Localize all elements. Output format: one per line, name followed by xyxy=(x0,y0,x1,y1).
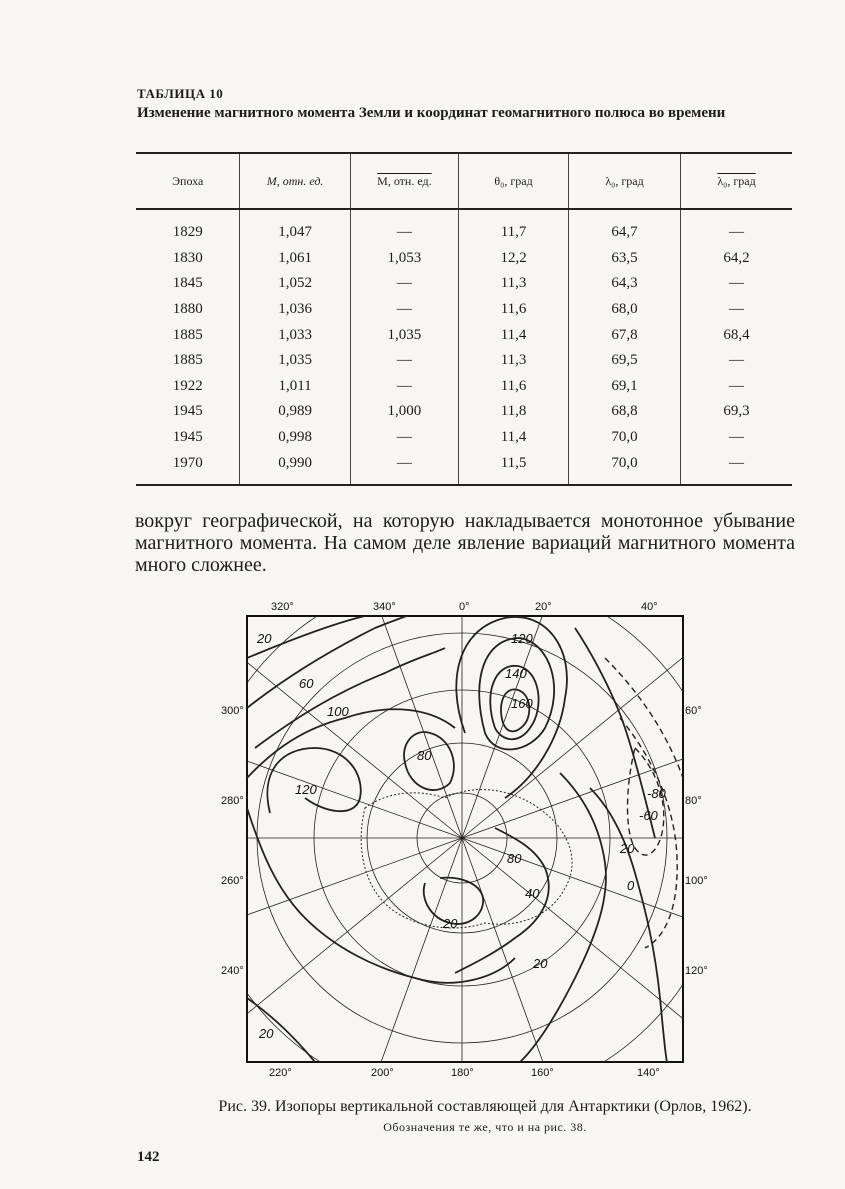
table-row xyxy=(136,374,792,400)
cell-lambda: 70,0 xyxy=(569,450,681,485)
contour-label: 120 xyxy=(295,782,317,797)
cell-theta: 12,2 xyxy=(459,246,569,272)
table-row xyxy=(136,348,792,374)
cell-theta: 11,4 xyxy=(459,425,569,451)
table-row xyxy=(136,297,792,323)
cell-lambda: 67,8 xyxy=(569,322,681,348)
cell-theta: 11,5 xyxy=(459,450,569,485)
contour-label: 60 xyxy=(299,676,314,691)
cell-theta: 11,7 xyxy=(459,209,569,246)
right-label: 100° xyxy=(685,875,708,887)
cell-theta: 11,4 xyxy=(459,322,569,348)
top-label: 320° xyxy=(271,601,294,613)
cell-mean-moment: 1,053 xyxy=(350,246,458,272)
isopore-map xyxy=(215,598,715,1082)
figure-caption: Рис. 39. Изопоры вертикальной составляющей для Антарктики (Орлов, 1962). xyxy=(218,1098,752,1115)
contour-label: 40 xyxy=(525,886,540,901)
contour-label: -80 xyxy=(647,786,666,801)
right-label: 80° xyxy=(685,795,702,807)
table-row xyxy=(136,246,792,272)
header-epoch: Эпоха xyxy=(136,153,240,209)
bottom-label: 220° xyxy=(269,1067,292,1079)
cell-lambda: 69,1 xyxy=(569,374,681,400)
data-table xyxy=(136,152,792,486)
header-mean-lambda: λ₀, град xyxy=(681,153,792,209)
table-row xyxy=(136,322,792,348)
cell-mean-moment: 1,000 xyxy=(350,399,458,425)
contour-label: 80 xyxy=(417,748,432,763)
cell-mean-lambda: — xyxy=(681,450,792,485)
cell-moment: 1,052 xyxy=(240,271,350,297)
cell-lambda: 68,0 xyxy=(569,297,681,323)
contour-label: 20 xyxy=(443,916,458,931)
top-label: 340° xyxy=(373,601,396,613)
top-label: 40° xyxy=(641,601,658,613)
cell-epoch: 1845 xyxy=(172,275,203,292)
cell-epoch: 1945 xyxy=(172,403,203,420)
cell-mean-moment: — xyxy=(350,348,458,374)
header-lambda: λ₀, град xyxy=(569,153,681,209)
cell-mean-lambda: 69,3 xyxy=(681,399,792,425)
cell-mean-moment: — xyxy=(350,209,458,246)
contour-label: -60 xyxy=(639,808,658,823)
top-label: 0° xyxy=(459,601,470,613)
bottom-label: 180° xyxy=(451,1067,474,1079)
cell-moment: 1,036 xyxy=(240,297,350,323)
contour-label: 80 xyxy=(507,851,522,866)
cell-lambda: 68,8 xyxy=(569,399,681,425)
cell-mean-lambda: — xyxy=(681,374,792,400)
cell-mean-moment: — xyxy=(350,271,458,297)
contour-label: 20 xyxy=(620,841,635,856)
left-label: 300° xyxy=(221,705,244,717)
cell-mean-lambda: 64,2 xyxy=(681,246,792,272)
contour-label: 140 xyxy=(505,666,527,681)
isopore-map-figure xyxy=(215,598,715,1082)
cell-moment: 1,011 xyxy=(240,374,350,400)
left-label: 280° xyxy=(221,795,244,807)
body-paragraph: вокруг географической, на которую накладывается монотонное убывание магнитного момента. На самом деле явление вариаций магнитного момента много сложнее. xyxy=(135,510,795,576)
right-label: 60° xyxy=(685,705,702,717)
contour-label: 20 xyxy=(259,1026,274,1041)
cell-mean-lambda: 68,4 xyxy=(681,322,792,348)
cell-theta: 11,3 xyxy=(459,348,569,374)
header-moment: M, отн. ед. xyxy=(240,153,350,209)
cell-theta: 11,6 xyxy=(459,297,569,323)
cell-theta: 11,8 xyxy=(459,399,569,425)
cell-epoch: 1885 xyxy=(172,352,203,369)
cell-moment: 1,047 xyxy=(240,209,350,246)
header-theta: θ₀, град xyxy=(459,153,569,209)
cell-mean-moment: — xyxy=(350,297,458,323)
table-row xyxy=(136,209,792,246)
cell-moment: 1,033 xyxy=(240,322,350,348)
cell-lambda: 64,3 xyxy=(569,271,681,297)
contour-label: 0 xyxy=(627,878,635,893)
cell-theta: 11,3 xyxy=(459,271,569,297)
cell-mean-lambda: — xyxy=(681,348,792,374)
cell-lambda: 63,5 xyxy=(569,246,681,272)
cell-mean-moment: — xyxy=(350,450,458,485)
cell-moment: 1,061 xyxy=(240,246,350,272)
cell-epoch: 1830 xyxy=(172,249,203,266)
table-row xyxy=(136,450,792,485)
cell-lambda: 69,5 xyxy=(569,348,681,374)
cell-mean-moment: — xyxy=(350,374,458,400)
cell-epoch: 1829 xyxy=(172,224,203,241)
cell-moment: 0,989 xyxy=(240,399,350,425)
contour-label: 20 xyxy=(257,631,272,646)
table-title: Изменение магнитного момента Земли и координат геомагнитного полюса во времени xyxy=(137,105,726,121)
cell-mean-lambda: — xyxy=(681,271,792,297)
cell-mean-lambda: — xyxy=(681,425,792,451)
cell-lambda: 64,7 xyxy=(569,209,681,246)
page-number: 142 xyxy=(137,1149,160,1165)
right-label: 120° xyxy=(685,965,708,977)
table-header-row xyxy=(136,153,792,209)
cell-moment: 0,998 xyxy=(240,425,350,451)
header-mean-moment: M, отн. ед. xyxy=(350,153,458,209)
cell-epoch: 1922 xyxy=(172,377,203,394)
cell-epoch: 1970 xyxy=(136,450,240,485)
cell-theta: 11,6 xyxy=(459,374,569,400)
cell-mean-moment: — xyxy=(350,425,458,451)
table-row xyxy=(136,271,792,297)
bottom-label: 140° xyxy=(637,1067,660,1079)
table-label: ТАБЛИЦА 10 xyxy=(137,86,224,101)
cell-lambda: 70,0 xyxy=(569,425,681,451)
left-label: 240° xyxy=(221,965,244,977)
top-label: 20° xyxy=(535,601,552,613)
contour-label: 100 xyxy=(327,704,349,719)
contour-label: 160 xyxy=(511,696,533,711)
table-row xyxy=(136,425,792,451)
cell-moment: 0,990 xyxy=(240,450,350,485)
contour-label: 20 xyxy=(533,956,548,971)
cell-mean-lambda: — xyxy=(681,209,792,246)
contour-label: 120 xyxy=(511,631,533,646)
figure-caption-note: Обозначения те же, что и на рис. 38. xyxy=(383,1120,587,1134)
cell-mean-lambda: — xyxy=(681,297,792,323)
left-label: 260° xyxy=(221,875,244,887)
meridians xyxy=(215,598,715,1082)
table-row xyxy=(136,399,792,425)
cell-moment: 1,035 xyxy=(240,348,350,374)
bottom-label: 160° xyxy=(531,1067,554,1079)
bottom-label: 200° xyxy=(371,1067,394,1079)
cell-epoch: 1880 xyxy=(172,301,203,318)
cell-epoch: 1945 xyxy=(172,429,203,446)
cell-epoch: 1885 xyxy=(172,326,203,343)
cell-mean-moment: 1,035 xyxy=(350,322,458,348)
